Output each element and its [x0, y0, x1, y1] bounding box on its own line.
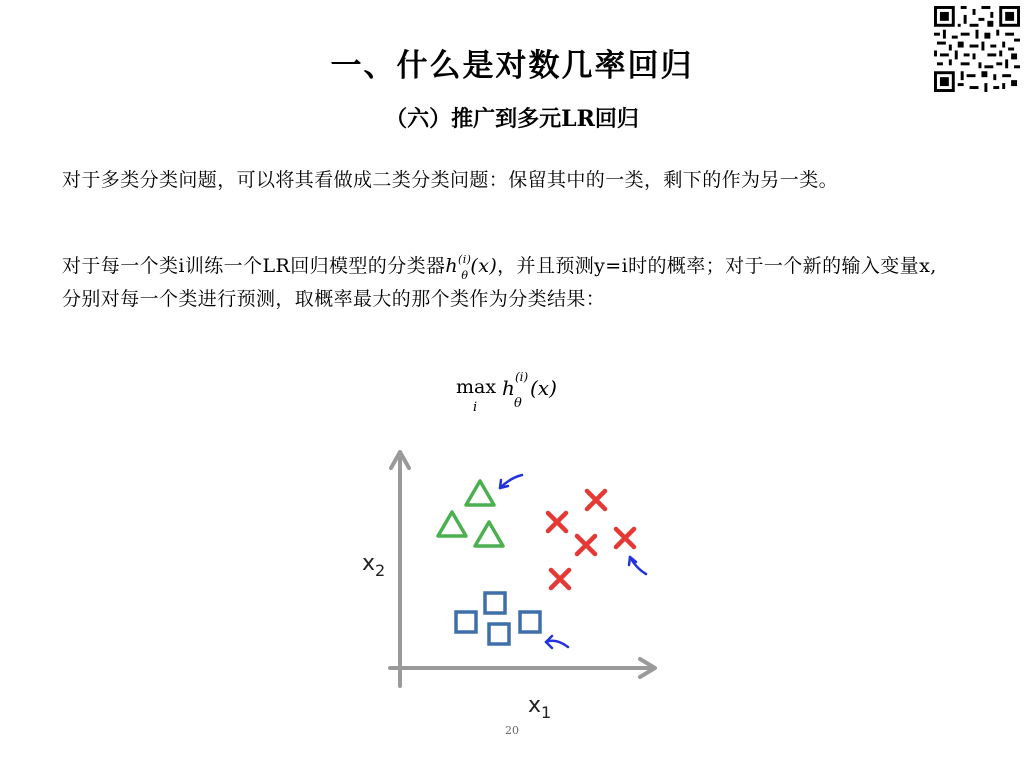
x-axis-label: $x_1$ [528, 693, 552, 722]
formula-argument: (x) [530, 376, 557, 400]
cross-point [577, 536, 595, 554]
formula-max-subscript: i [473, 400, 478, 415]
formula-h: h [502, 376, 515, 400]
square-point [485, 593, 505, 613]
paragraph-multiclass-intro: 对于多类分类问题，可以将其看做成二类分类问题：保留其中的一类，剩下的作为另一类。 [62, 169, 839, 191]
slide-subtitle: （六）推广到多元LR回归 [385, 106, 639, 132]
multiclass-scatter-illustration [350, 440, 670, 730]
triangle-point [475, 522, 503, 546]
cross-class [548, 491, 634, 588]
plot-axes [390, 452, 655, 686]
square-class [456, 593, 540, 644]
paragraph-text-before: 对于每一个类i训练一个LR回归模型的分类器 [62, 255, 446, 277]
paragraph-one-vs-rest [62, 251, 962, 315]
square-point [456, 612, 476, 632]
y-axis-label: $x_2$ [362, 551, 386, 580]
arrow-to-triangles-icon [500, 475, 522, 488]
cross-point [548, 513, 566, 531]
cross-point [551, 570, 569, 588]
triangle-point [466, 481, 494, 505]
cross-point [587, 491, 605, 509]
arrow-to-squares-icon [546, 636, 568, 648]
max-formula [448, 370, 588, 420]
triangle-point [438, 512, 466, 536]
class-arrows [500, 475, 646, 648]
page-number: 20 [505, 724, 519, 737]
formula-max: max [456, 376, 497, 398]
formula-superscript: (i) [515, 370, 529, 384]
paragraph-text-after: ，并且预测y=i时的概率；对于一个新的输入变量x, 分别对每一个类进行预测，取概率最大的那个类作为分类结果： [62, 255, 937, 310]
cross-point [616, 529, 634, 547]
square-point [520, 612, 540, 632]
inline-formula: $h^{(i)}_\theta$ (x) [445, 253, 498, 282]
arrow-to-crosses-icon [629, 557, 646, 574]
slide-title: 一、什么是对数几率回归 [330, 48, 694, 84]
formula-subscript: θ [514, 396, 522, 411]
triangle-class [438, 481, 503, 546]
square-point [489, 624, 509, 644]
